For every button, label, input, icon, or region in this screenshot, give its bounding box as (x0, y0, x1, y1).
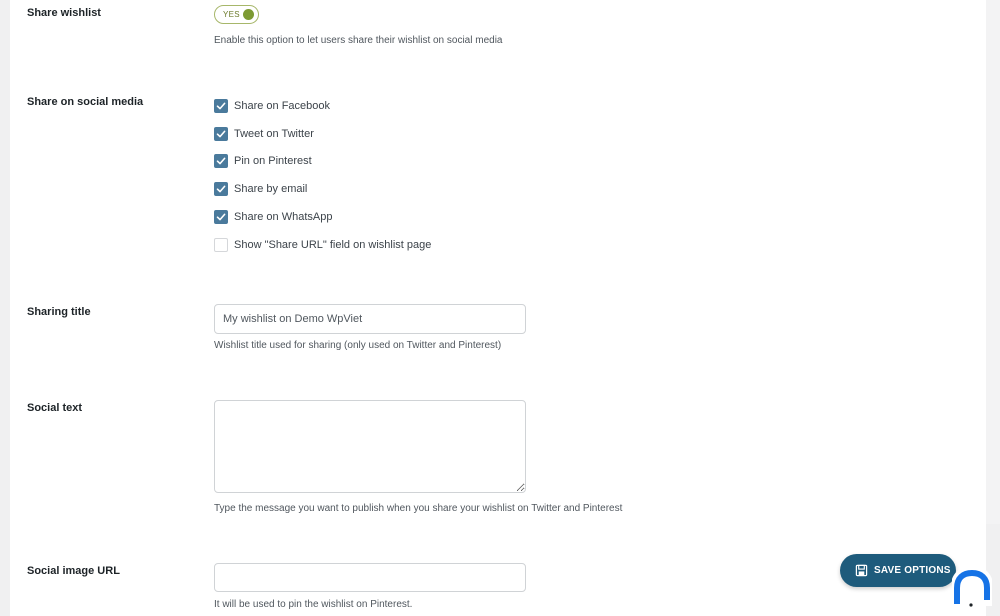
save-icon (855, 564, 868, 577)
share-email-label: Share by email (234, 183, 308, 195)
sharing-title-input[interactable] (214, 304, 526, 334)
share-facebook-checkbox[interactable] (214, 99, 228, 113)
save-options-label: SAVE OPTIONS (874, 565, 951, 576)
sharing-title-label: Sharing title (27, 306, 91, 318)
social-text-label: Social text (27, 402, 83, 414)
check-icon (216, 156, 226, 166)
share-whatsapp-checkbox[interactable] (214, 210, 228, 224)
share-email-option[interactable] (214, 182, 307, 196)
social-image-url-description: It will be used to pin the wishlist on Pinterest. (214, 599, 413, 610)
tweet-twitter-option[interactable] (214, 127, 314, 141)
share-facebook-option[interactable] (214, 99, 330, 113)
share-url-field-label: Show "Share URL" field on wishlist page (234, 239, 432, 251)
share-wishlist-label: Share wishlist (27, 7, 101, 19)
check-icon (216, 212, 226, 222)
pin-pinterest-option[interactable] (214, 154, 312, 168)
social-text-textarea[interactable] (214, 400, 526, 493)
share-wishlist-toggle[interactable] (214, 5, 259, 24)
share-url-field-checkbox[interactable] (214, 238, 228, 252)
pin-pinterest-label: Pin on Pinterest (234, 155, 312, 167)
sharing-title-description: Wishlist title used for sharing (only used on Twitter and Pinterest) (214, 340, 502, 351)
social-image-url-label: Social image URL (27, 565, 120, 577)
toggle-state-text: YES (223, 10, 240, 19)
check-icon (216, 184, 226, 194)
share-url-field-option[interactable] (214, 238, 431, 252)
share-facebook-label: Share on Facebook (234, 100, 331, 112)
save-options-button[interactable] (840, 554, 956, 587)
page-background-strip (986, 0, 1000, 524)
share-email-checkbox[interactable] (214, 182, 228, 196)
check-icon (216, 101, 226, 111)
tweet-twitter-label: Tweet on Twitter (234, 128, 314, 140)
brand-logo-icon (952, 566, 992, 610)
pin-pinterest-checkbox[interactable] (214, 154, 228, 168)
social-text-description: Type the message you want to publish when you share your wishlist on Twitter and Pinterest (214, 503, 623, 514)
share-whatsapp-option[interactable] (214, 210, 332, 224)
check-icon (216, 129, 226, 139)
tweet-twitter-checkbox[interactable] (214, 127, 228, 141)
toggle-knob (243, 9, 254, 20)
social-image-url-input[interactable] (214, 563, 526, 592)
share-social-label: Share on social media (27, 96, 144, 108)
share-whatsapp-label: Share on WhatsApp (234, 211, 333, 223)
share-wishlist-description: Enable this option to let users share their wishlist on social media (214, 35, 503, 46)
